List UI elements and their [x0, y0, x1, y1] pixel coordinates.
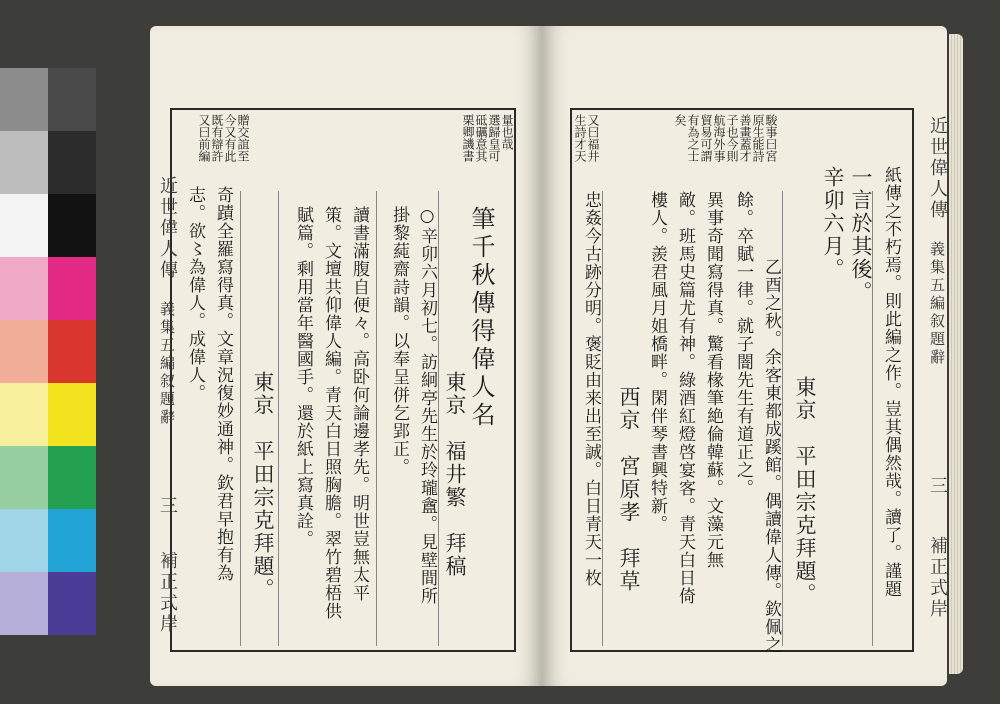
- left-fold-page: 三: [157, 496, 178, 517]
- open-book: [150, 26, 955, 686]
- right-top-note-a4: 子也今則: [725, 114, 739, 162]
- color-swatch: [0, 320, 48, 383]
- color-swatch: [0, 446, 48, 509]
- right-col-4: 東京 平田宗克拜題。: [793, 376, 817, 606]
- color-swatch: [48, 383, 96, 446]
- color-swatch: [0, 257, 48, 320]
- color-swatch: [48, 68, 96, 131]
- color-swatch: [0, 194, 48, 257]
- right-fold-subtitle: 義集五編叙題辭: [928, 241, 946, 367]
- left-top-rule: [170, 108, 514, 110]
- color-swatch: [0, 572, 48, 635]
- left-margin-note-2: 既有辯許: [210, 114, 224, 162]
- right-col-2: 一言於其後。: [849, 166, 873, 304]
- right-top-note-a7: 有為之士: [686, 114, 700, 162]
- left-top-note-1: 栗卿譏書: [461, 114, 475, 162]
- left-top-note-3: 選歸皇可: [487, 114, 501, 162]
- right-page: [542, 26, 947, 686]
- color-swatch: [48, 446, 96, 509]
- left-fold-title: 近世偉人傳: [157, 176, 178, 281]
- left-col-2: 東京 福井繁 拜稿: [443, 371, 467, 578]
- right-col-1: 紙傳之不朽焉。則此編之作。豈其偶然哉。讀了。謹題: [881, 166, 901, 598]
- left-fold-footer: 補正式岸: [157, 551, 178, 635]
- right-col-3: 辛卯六月。: [821, 166, 845, 281]
- right-top-note-a6: 貿易可謂: [699, 114, 713, 162]
- right-top-note-b1: 又曰福井: [586, 114, 600, 162]
- left-margin-note-3: 今又有此: [223, 114, 237, 162]
- color-swatch: [0, 68, 48, 131]
- right-col-9: 樓人。羨君風月姐橋畔。閑伴琴書興特新。: [647, 191, 667, 533]
- right-fold-footer: 補正式岸: [927, 536, 948, 620]
- right-col-6: 餘。卒賦一律。就子闇先生有道正之。: [733, 191, 753, 497]
- left-col-9: 奇蹟全羅寫得真。文章況復妙通神。欽君早抱有為: [213, 186, 233, 582]
- left-col-6: 策。文壇共仰偉人編。青天白日照胸膽。翠竹碧梧供: [321, 206, 341, 620]
- color-swatch: [0, 383, 48, 446]
- right-top-note-b2: 生詩才天: [573, 114, 587, 162]
- left-col-5: 讀書滿腹自便々。高卧何論邊孝先。明世豈無太平: [349, 206, 369, 602]
- right-col-10: 西京 宮原孝 拜草: [617, 386, 641, 593]
- left-fold-subtitle: 義集五編叙題辭: [158, 301, 176, 427]
- left-top-note-2: 砥礪意其: [474, 114, 488, 162]
- color-swatch: [48, 194, 96, 257]
- left-col-4: 掛黎蒓齋詩韻。以奉呈併乞郢正。: [389, 206, 409, 476]
- right-col-8: 敵。班馬史篇尤有神。綠酒紅燈啓宴客。青天白日倚: [675, 191, 695, 605]
- right-col-7: 異事奇聞寫得真。驚看椽筆絶倫韓蘇。文藻元無: [703, 191, 723, 569]
- left-top-note-4: 量也哉: [500, 114, 514, 150]
- right-col-11: 忠姦今古跡分明。褒貶由来出至誠。白日青天一枚: [581, 191, 601, 587]
- color-swatch: [48, 320, 96, 383]
- left-col-7: 賦篇。剩用當年醫國手。還於紙上寫真詮。: [293, 206, 313, 548]
- right-col-5: 乙酉之秋。余客東都成蹊館。偶讀偉人傳。欽佩之: [761, 258, 781, 654]
- right-fold-page: 三: [927, 476, 948, 497]
- left-col-3: ○辛卯六月初七。訪絅亭先生於玲瓏盦。見壁間所: [417, 206, 437, 605]
- left-margin-note-4: 贈交誼至: [236, 114, 250, 162]
- right-fold-title: 近世偉人傳: [927, 116, 948, 221]
- color-swatch: [48, 131, 96, 194]
- left-page: [150, 26, 542, 686]
- color-swatch: [48, 257, 96, 320]
- color-swatch: [48, 572, 96, 635]
- left-col-8: 東京 平田宗克拜題。: [251, 371, 275, 601]
- color-swatch: [0, 509, 48, 572]
- right-top-note-a8: 矣: [673, 114, 687, 126]
- color-swatch: [48, 509, 96, 572]
- color-checker: [0, 68, 96, 638]
- right-top-note-a2: 原生能詩: [751, 114, 765, 162]
- color-swatch: [0, 131, 48, 194]
- right-top-note-a5: 航海外事: [712, 114, 726, 162]
- left-col-10: 志。欲〻為偉人。成偉人。: [185, 186, 205, 402]
- right-top-note-a1: 駿事曰宮: [764, 114, 778, 162]
- left-margin-note-1: 又曰前編: [197, 114, 211, 162]
- left-col-1: 筆千秋傳得偉人名: [467, 206, 495, 430]
- right-top-note-a3: 善畫蓋才: [738, 114, 752, 162]
- right-top-rule: [570, 108, 912, 110]
- page-edges: [949, 34, 963, 674]
